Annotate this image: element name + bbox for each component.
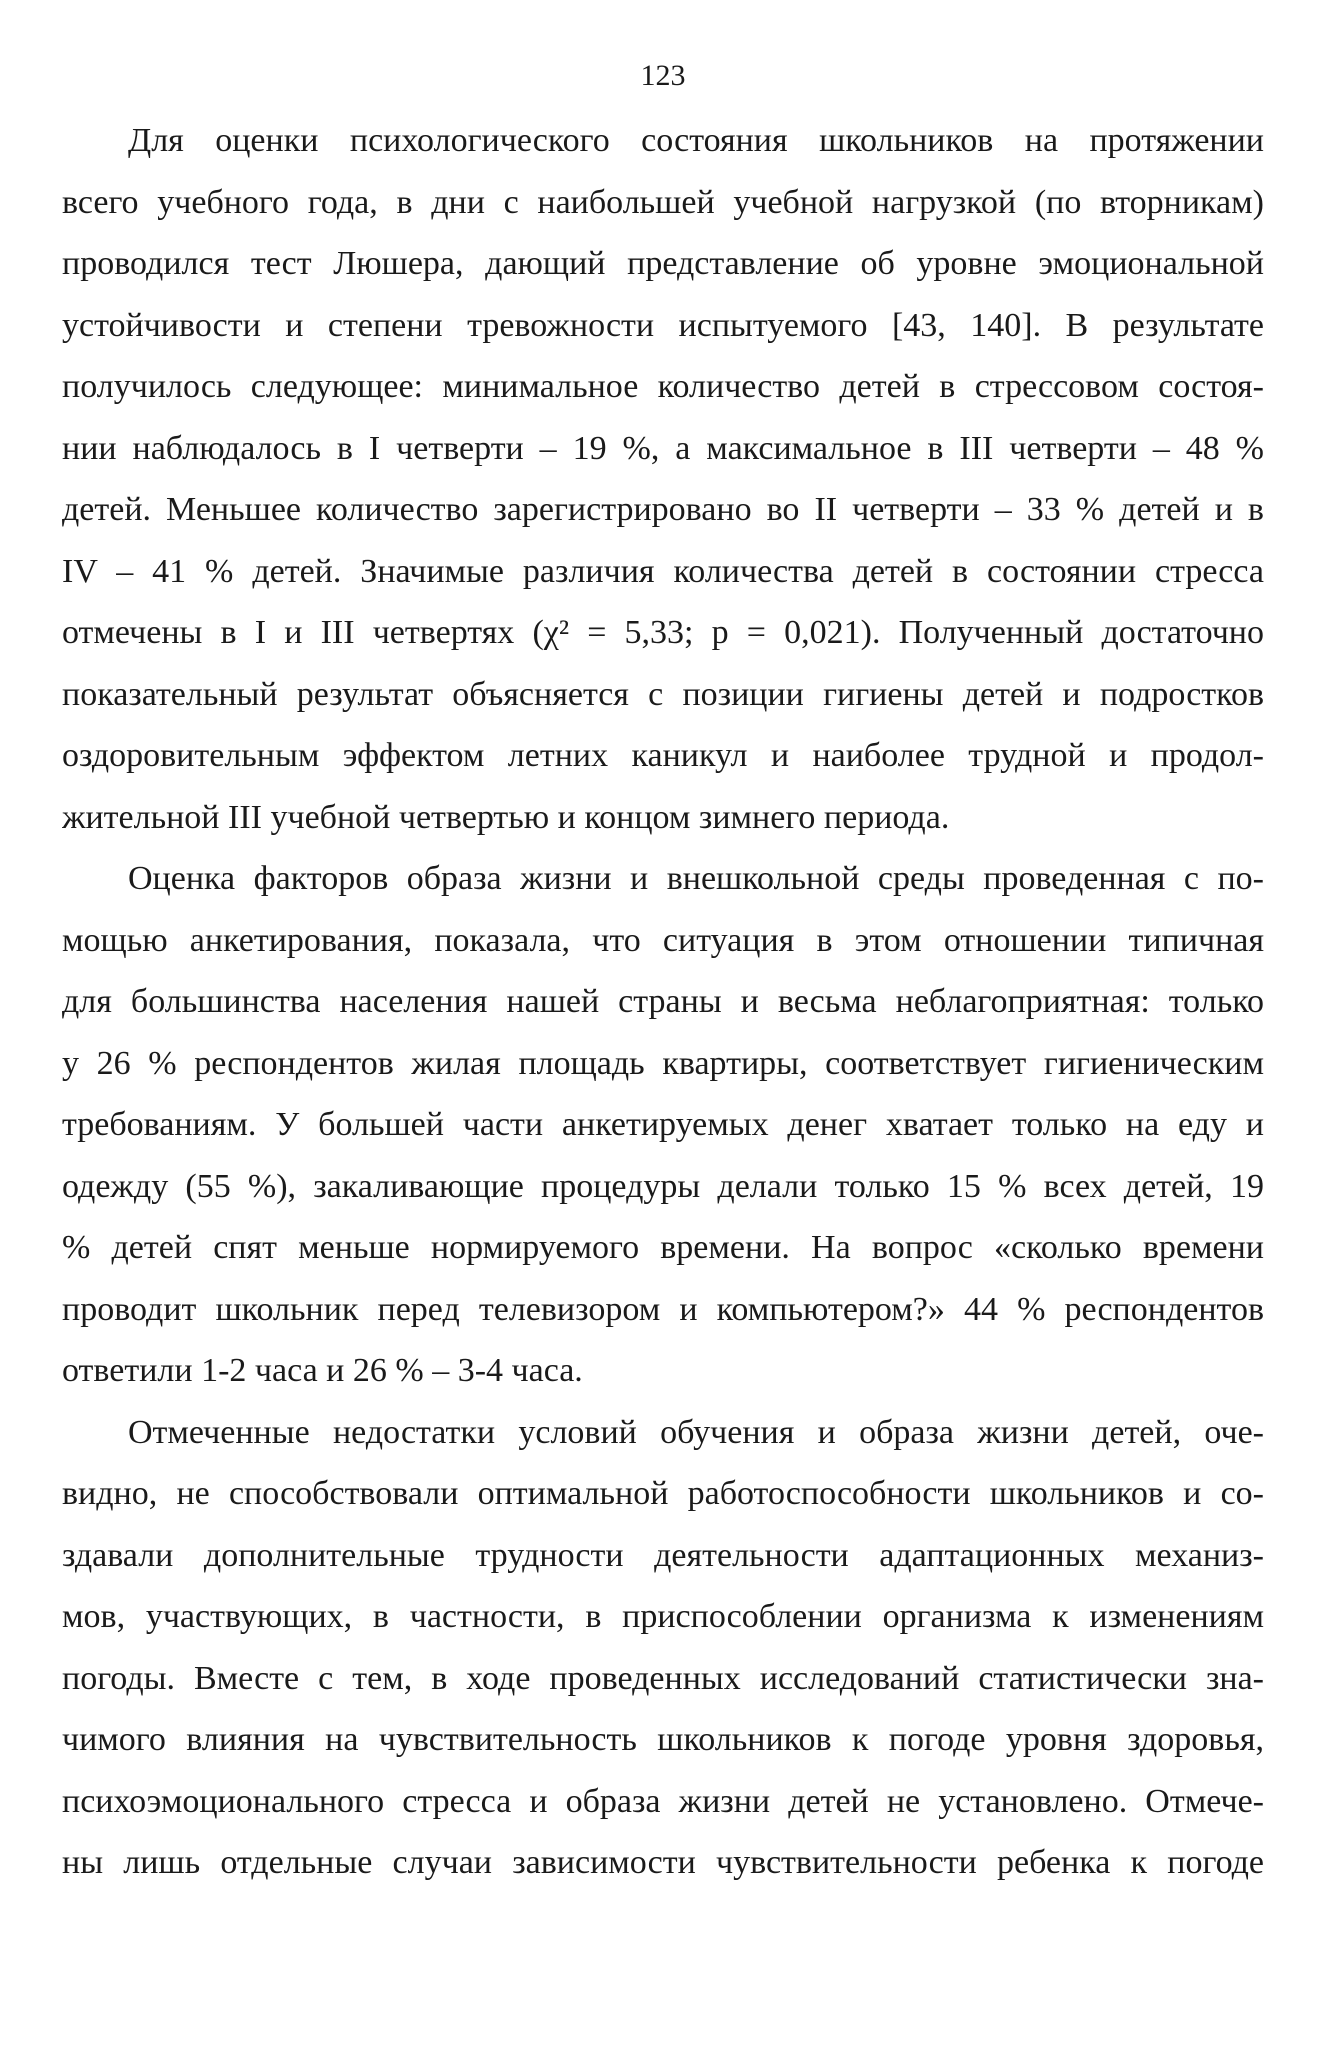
text-line: ны лишь отдельные случаи зависимости чувствительности ребенка к погоде [62,1844,1264,1881]
text-line: мов, участвующих, в частности, в приспособлении организма к изменениям [62,1598,1264,1635]
paragraph-3 [62,1402,1264,1894]
text-line: получилось следующее: минимальное количество детей в стрессовом состоя- [62,368,1264,405]
text-line: мощью анкетирования, показала, что ситуация в этом отношении типичная [62,921,1264,959]
paragraph-1 [62,110,1264,848]
text-line: % детей спят меньше нормируемого времени. На вопрос «сколько времени [62,1229,1264,1266]
text-line: одежду (55 %), закаливающие процедуры делали только 15 % всех детей, 19 [62,1167,1264,1205]
text-line: у 26 % респондентов жилая площадь квартиры, соответствует гигиеническим [62,1044,1264,1082]
text-line: показательный результат объясняется с позиции гигиены детей и подростков [62,675,1264,713]
text-line: для большинства населения нашей страны и весьма неблагоприятная: только [62,983,1264,1020]
text-line: устойчивости и степени тревожности испытуемого [43, 140]. В результате [62,306,1264,344]
text-line: Оценка факторов образа жизни и внешкольной среды проведенная с по- [128,860,1264,897]
text-line: нии наблюдалось в I четверти – 19 %, а максимальное в III четверти – 48 % [62,429,1264,467]
text-line: жительной III учебной четвертью и концом зимнего периода. [62,798,950,836]
text-line: погоды. Вместе с тем, в ходе проведенных исследований статистически зна- [62,1659,1264,1697]
text-line: здавали дополнительные трудности деятельности адаптационных механиз- [62,1536,1264,1574]
text-line: Для оценки психологического состояния школьников на протяжении [128,122,1264,159]
text-line: ответили 1-2 часа и 26 % – 3-4 часа. [62,1352,583,1389]
text-line: психоэмоционального стресса и образа жизни детей не установлено. Отмече- [62,1782,1264,1820]
text-line: IV – 41 % детей. Значимые различия количества детей в состоянии стресса [62,552,1264,590]
text-line: детей. Меньшее количество зарегистрировано во II четверти – 33 % детей и в [62,491,1264,528]
text-line: требованиям. У большей части анкетируемых денег хватает только на еду и [62,1106,1264,1143]
paragraph-2 [62,848,1264,1402]
text-line: проводит школьник перед телевизором и компьютером?» 44 % респондентов [62,1290,1264,1328]
text-line: проводился тест Люшера, дающий представление об уровне эмоциональной [62,245,1264,282]
text-line: всего учебного года, в дни с наибольшей учебной нагрузкой (по вторникам) [62,183,1264,221]
page-number: 123 [640,59,686,92]
text-line: видно, не способствовали оптимальной работоспособности школьников и со- [62,1475,1264,1512]
text-line: чимого влияния на чувствительность школьников к погоде уровня здоровья, [62,1721,1264,1758]
text-line: оздоровительным эффектом летних каникул и наиболее трудной и продол- [62,737,1264,774]
body-text [62,110,1264,1894]
text-line: Отмеченные недостатки условий обучения и образа жизни детей, оче- [128,1413,1264,1451]
text-line: отмечены в I и III четвертях (χ² = 5,33; p = 0,021). Полученный достаточно [62,614,1264,651]
